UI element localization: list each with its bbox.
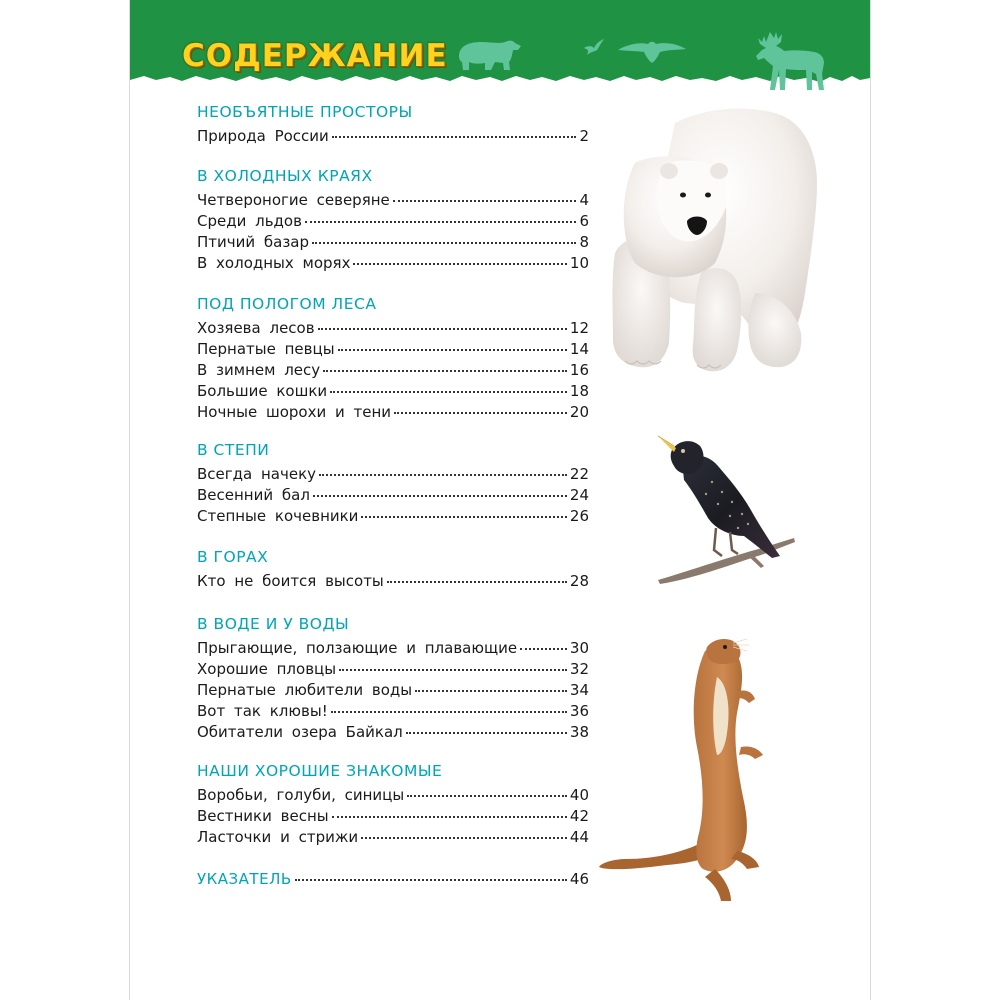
section-title: В ВОДЕ И У ВОДЫ [197,615,350,633]
index-label: УКАЗАТЕЛЬ [197,870,292,888]
dot-leader [406,732,567,734]
toc-entry-label: Ласточки и стрижи [197,828,359,846]
moose-icon [754,30,830,92]
dot-leader [387,581,567,583]
toc-entry-page: 26 [569,507,589,525]
toc-entry-page: 30 [569,639,589,657]
dot-leader [361,516,566,518]
toc-entry-label: Хозяева лесов [197,319,315,337]
toc-entry-page: 16 [569,361,589,379]
dot-leader [330,391,567,393]
toc-entry[interactable] [197,681,589,701]
polar-bear-illustration [605,103,819,381]
toc-entry-label: Воробьи, голуби, синицы [197,786,405,804]
toc-entry[interactable] [197,254,589,274]
dot-leader [407,795,567,797]
bear-icon [455,36,523,72]
dot-leader [319,474,567,476]
toc-entry[interactable] [197,382,589,402]
section-title: НЕОБЪЯТНЫЕ ПРОСТОРЫ [197,103,413,121]
toc-entry-page: 14 [569,340,589,358]
toc-entry[interactable] [197,639,589,659]
dot-leader [394,412,567,414]
dot-leader [332,816,567,818]
toc-entry[interactable] [197,828,589,848]
toc-entry-label: Обитатели озера Байкал [197,723,403,741]
starling-illustration [652,432,798,584]
dot-leader [520,648,567,650]
toc-entry[interactable] [197,191,589,211]
toc-entry[interactable] [197,786,589,806]
toc-entry-page: 2 [579,127,589,145]
dot-leader [393,200,577,202]
section-title: В ХОЛОДНЫХ КРАЯХ [197,167,373,185]
toc-entry-page: 44 [569,828,589,846]
toc-entry-label: Природа России [197,127,329,145]
dot-leader [312,242,576,244]
toc-entry-page: 38 [569,723,589,741]
toc-entry-label: Прыгающие, ползающие и плавающие [197,639,518,657]
section-title: ПОД ПОЛОГОМ ЛЕСА [197,295,377,313]
toc-entry-label: Хорошие пловцы [197,660,337,678]
toc-entry-page: 42 [569,807,589,825]
dot-leader [353,263,566,265]
toc-entry[interactable] [197,486,589,506]
toc-entry[interactable] [197,702,589,722]
toc-entry-page: 32 [569,660,589,678]
toc-entry-page: 40 [569,786,589,804]
toc-entry-page: 36 [569,702,589,720]
toc-entry-page: 28 [569,572,589,590]
toc-entry[interactable] [197,127,589,147]
toc-entry-label: Большие кошки [197,382,328,400]
toc-entry[interactable] [197,233,589,253]
toc-entry-page: 8 [579,233,589,251]
dot-leader [318,328,567,330]
toc-entry-page: 24 [569,486,589,504]
toc-entry[interactable] [197,660,589,680]
toc-entry-page: 34 [569,681,589,699]
weasel-illustration [597,637,787,905]
dot-leader [361,837,567,839]
dot-leader [323,370,567,372]
toc-entry[interactable] [197,212,589,232]
toc-entry[interactable] [197,361,589,381]
toc-entry-label: Ночные шорохи и тени [197,403,391,421]
toc-entry-label: Весенний бал [197,486,310,504]
toc-entry[interactable] [197,572,589,592]
toc-entry[interactable] [197,507,589,527]
toc-entry[interactable] [197,403,589,423]
dot-leader [332,136,577,138]
dot-leader [415,690,567,692]
dot-leader [339,669,567,671]
toc-entry-label: Пернатые любители воды [197,681,413,699]
toc-entry-label: Четвероногие северяне [197,191,390,209]
toc-entry-page: 20 [569,403,589,421]
toc-entry[interactable] [197,340,589,360]
section-title: НАШИ ХОРОШИЕ ЗНАКОМЫЕ [197,762,443,780]
toc-entry-page: 22 [569,465,589,483]
page-title: СОДЕРЖАНИЕ [182,38,448,74]
toc-entry-page: 18 [569,382,589,400]
dot-leader [313,495,567,497]
toc-entry-index[interactable] [197,870,589,890]
book-page [129,0,871,1000]
dot-leader [331,711,567,713]
toc-entry[interactable] [197,465,589,485]
toc-entry-label: Кто не боится высоты [197,572,384,590]
toc-entry-label: Вестники весны [197,807,329,825]
toc-entry-label: Пернатые певцы [197,340,335,358]
index-page: 46 [569,870,589,888]
toc-entry[interactable] [197,723,589,743]
toc-entry-label: Птичий базар [197,233,310,251]
toc-entry[interactable] [197,319,589,339]
section-title: В ГОРАХ [197,548,269,566]
toc-entry-label: В зимнем лесу [197,361,321,379]
toc-entry-label: В холодных морях [197,254,351,272]
toc-entry[interactable] [197,807,589,827]
toc-entry-label: Среди льдов [197,212,302,230]
dot-leader [295,879,567,881]
bird-icon [583,38,605,58]
toc-entry-page: 4 [579,191,589,209]
toc-entry-label: Всегда начеку [197,465,317,483]
section-title: В СТЕПИ [197,441,270,459]
toc-entry-label: Вот так клювы! [197,702,328,720]
dot-leader [305,221,577,223]
toc-entry-page: 6 [579,212,589,230]
dot-leader [338,349,567,351]
toc-entry-page: 12 [569,319,589,337]
toc-entry-page: 10 [569,254,589,272]
eagle-icon [618,36,686,64]
toc-entry-label: Степные кочевники [197,507,359,525]
